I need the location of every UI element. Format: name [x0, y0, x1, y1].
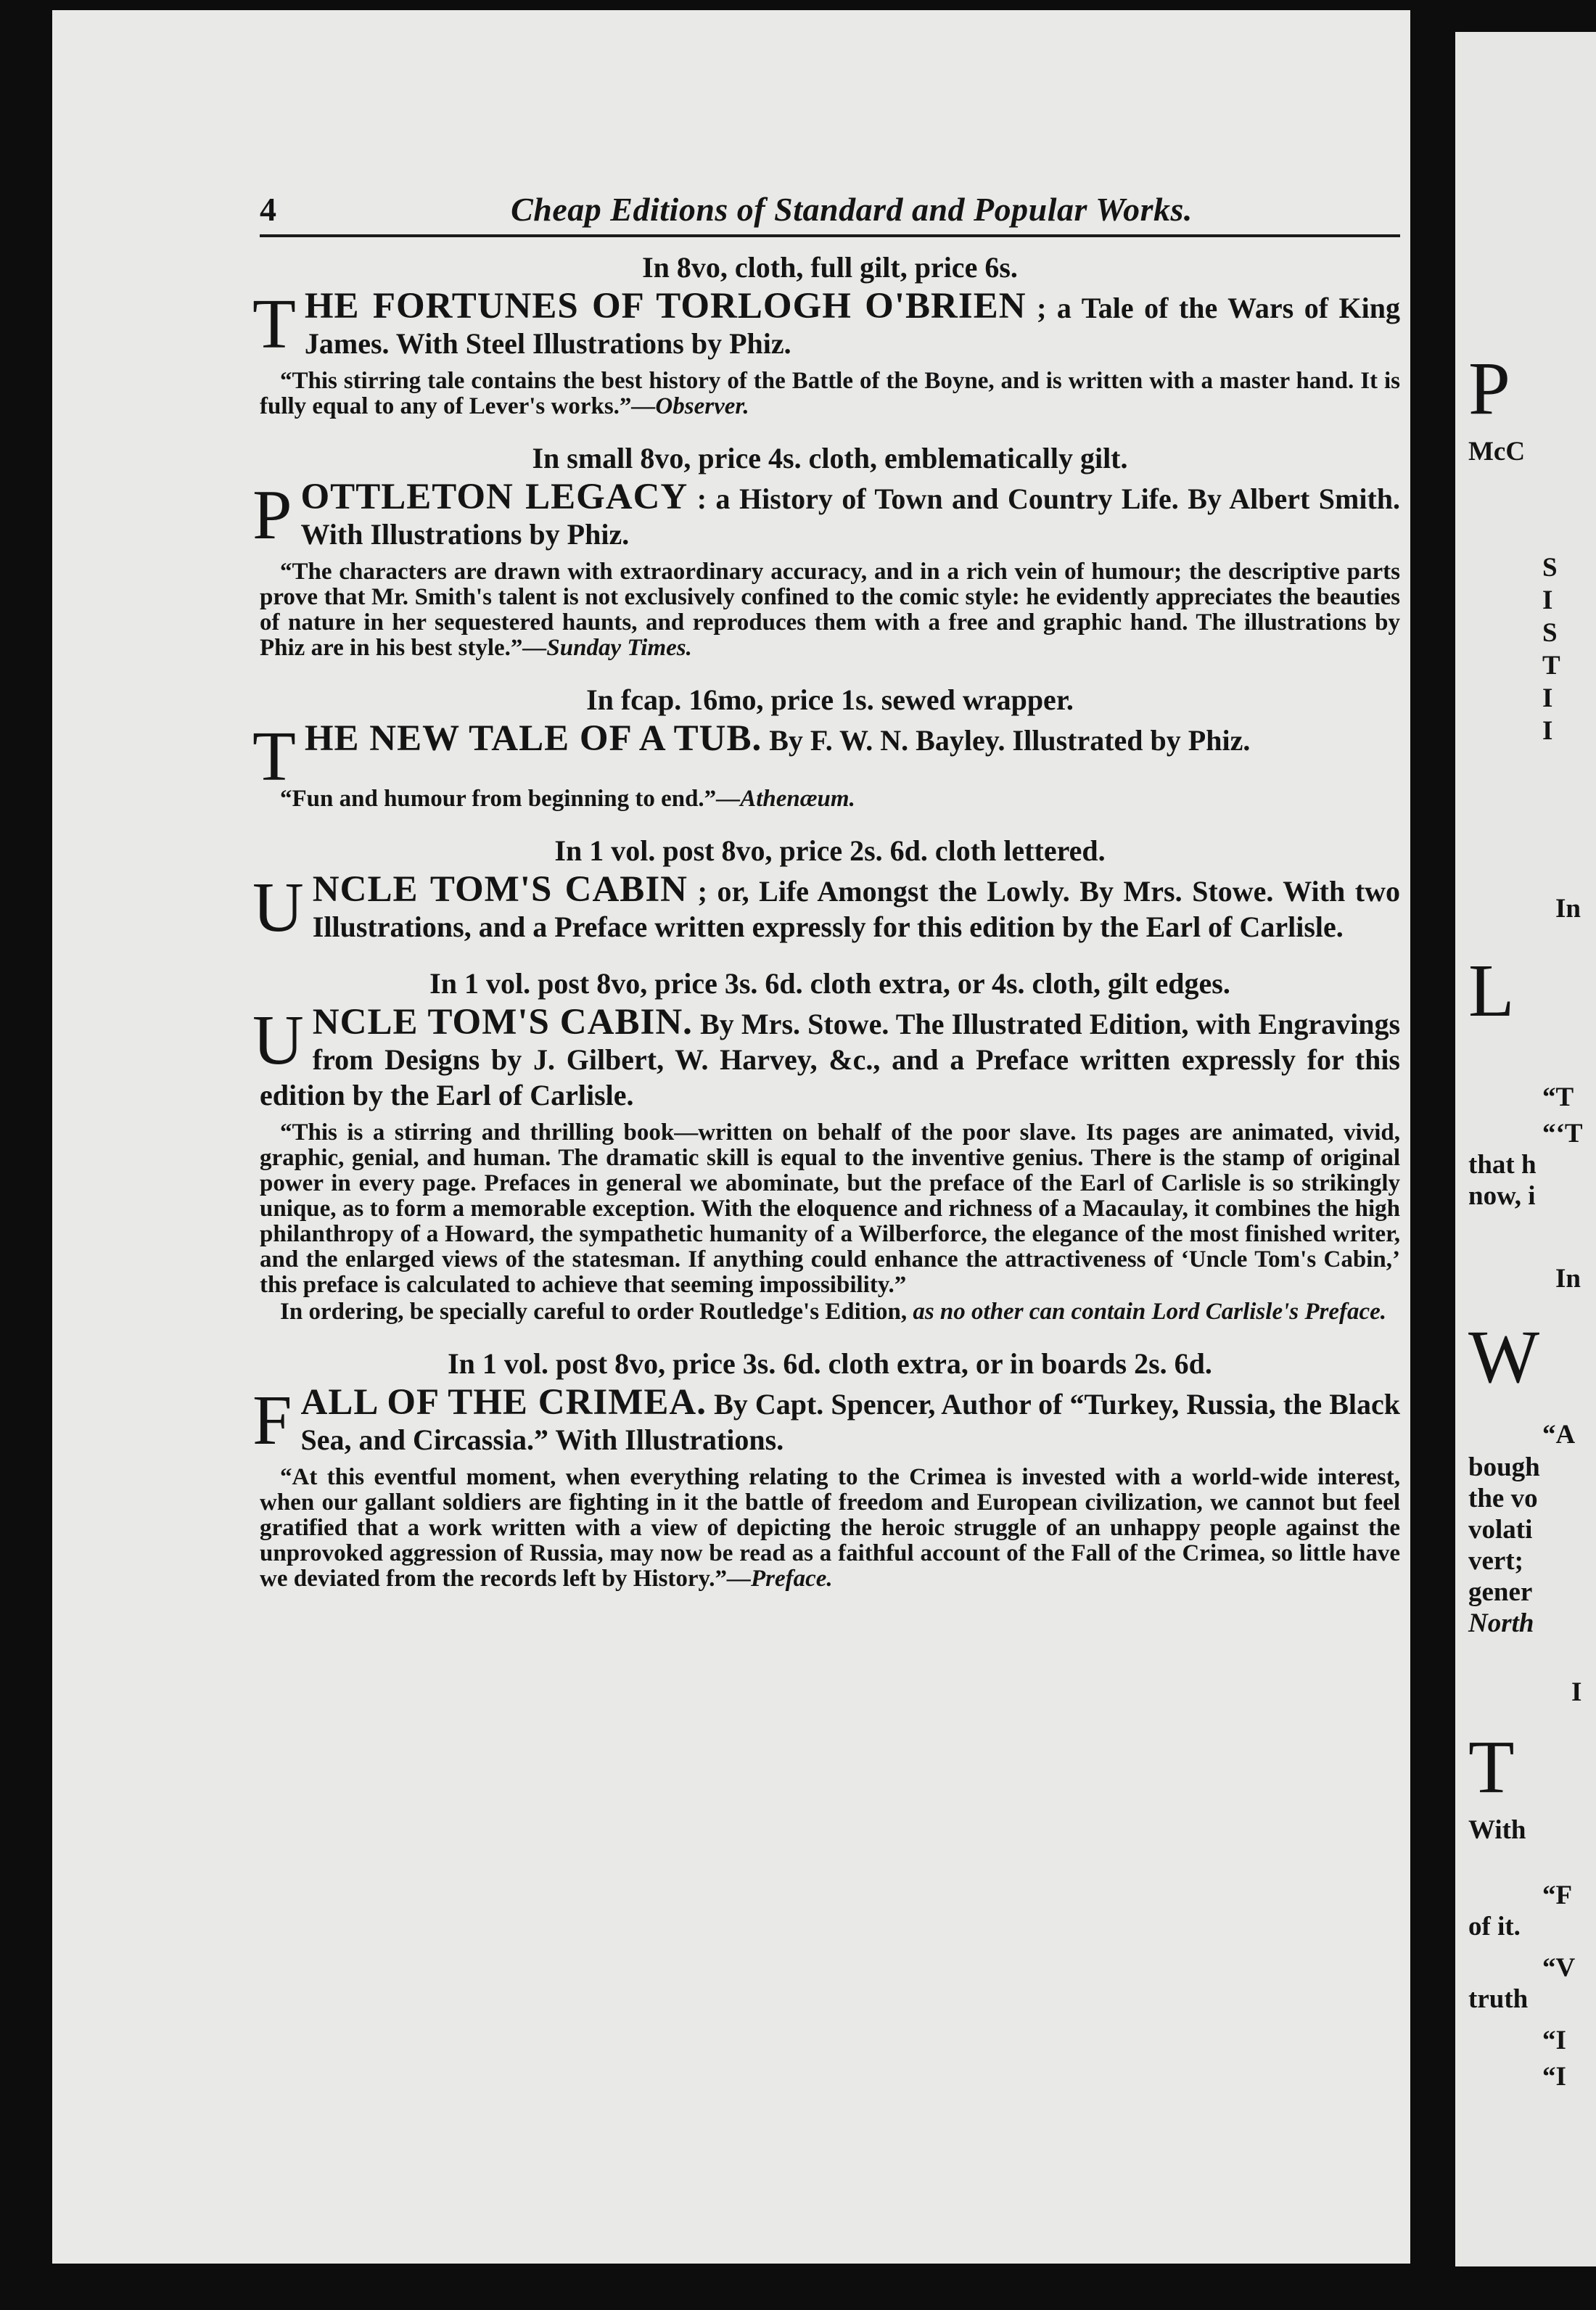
- title-block: [252, 1381, 1400, 1460]
- ordering-note-italic: as no other can contain Lord Carlisle's Preface.: [913, 1299, 1387, 1325]
- price-line: In 1 vol. post 8vo, price 3s. 6d. cloth extra, or in boards 2s. 6d.: [448, 1347, 1212, 1380]
- review-source: —Athenæum.: [716, 786, 855, 812]
- book-entry: [252, 250, 1401, 419]
- book-title: HE FORTUNES OF TORLOGH O'BRIEN: [304, 286, 1027, 326]
- review-quote: [260, 369, 1400, 419]
- drop-cap: U: [252, 1001, 304, 1080]
- review-text: “This stirring tale contains the best history of the Battle of the Boyne, and is written with a master hand. It is fully equal to any of Lever's works.”: [260, 368, 1400, 419]
- book-description: : a History of Town and Country Life. By Albert Smith. With Illustrations by Phiz.: [300, 482, 1401, 551]
- page-number: 4: [260, 191, 276, 228]
- book-entry: [252, 966, 1401, 1325]
- title-block: [252, 1001, 1401, 1113]
- price-line: In small 8vo, price 4s. cloth, emblematically gilt.: [532, 442, 1128, 474]
- price-line: In 1 vol. post 8vo, price 3s. 6d. cloth extra, or 4s. cloth, gilt edges.: [429, 967, 1230, 1000]
- book-title: HE NEW TALE OF A TUB.: [304, 718, 762, 759]
- book-description: By F. W. N. Bayley. Illustrated by Phiz.: [769, 724, 1251, 757]
- book-title: NCLE TOM'S CABIN.: [312, 1002, 693, 1043]
- drop-cap: T: [252, 718, 296, 796]
- review-text: “The characters are drawn with extraordinary accuracy, and in a rich vein of humour; the descriptive parts prove that Mr. Smith's talent is not exclusively confined to the comic style: he evidently appreciates the beauties of nature in her sequestered haunts, and reproduces them with a free and graphic hand. The illustrations by Phiz are in his best style.”: [260, 559, 1400, 661]
- running-title: Cheap Editions of Standard and Popular Works.: [511, 191, 1193, 228]
- book-entry: [252, 683, 1400, 812]
- fragment-text: North: [1468, 1608, 1534, 1638]
- fragment-text: “‘T: [1542, 1119, 1583, 1148]
- fragment-text: T: [1542, 651, 1560, 681]
- fragment-text: P: [1468, 347, 1510, 430]
- review-source: —Sunday Times.: [522, 635, 692, 661]
- review-text: “At this eventful moment, when everything relating to the Crimea is invested with a world-wide interest, when our gallant soldiers are fighting in it the battle of freedom and European civilization, we cannot but feel gratified that a work written with a view of depicting the heroic struggle of an unhappy people against the unprovoked aggression of Russia, may now be read as a faithful account of the Fall of the Crimea, so little have we deviated from the records left by History.”: [260, 1464, 1400, 1592]
- drop-cap: T: [252, 285, 296, 363]
- drop-cap: U: [252, 868, 304, 947]
- fragment-text: the vo: [1468, 1484, 1538, 1513]
- fragment-text: I: [1542, 683, 1553, 713]
- title-block: [252, 868, 1401, 947]
- fragment-text: “F: [1542, 1881, 1573, 1910]
- fragment-text: I: [1542, 585, 1553, 615]
- fragment-text: “I: [1542, 2026, 1566, 2055]
- review-text: “Fun and humour from beginning to end.”: [280, 786, 717, 812]
- fragment-text: In: [1555, 1264, 1581, 1294]
- book-title: ALL OF THE CRIMEA.: [300, 1382, 707, 1423]
- ordering-note: [260, 1299, 1400, 1325]
- drop-cap: F: [252, 1381, 292, 1460]
- book-entry: [252, 1347, 1400, 1592]
- review-source: —Preface.: [726, 1566, 833, 1592]
- fragment-text: of it.: [1468, 1912, 1521, 1941]
- adjacent-page-fragment: [1455, 32, 1596, 2266]
- fragment-text: vert;: [1468, 1546, 1523, 1576]
- book-description: By Capt. Spencer, Author of “Turkey, Russia, the Black Sea, and Circassia.” With Illustrations.: [300, 1388, 1400, 1456]
- fragment-text: bough: [1468, 1452, 1540, 1482]
- price-line: In 1 vol. post 8vo, price 2s. 6d. cloth lettered.: [554, 834, 1106, 867]
- fragment-text: W: [1468, 1315, 1540, 1399]
- book-description: ; a Tale of the Wars of King James. With Steel Illustrations by Phiz.: [304, 292, 1401, 360]
- ordering-note-text: In ordering, be specially careful to order Routledge's Edition,: [280, 1299, 908, 1325]
- fragment-text: volati: [1468, 1515, 1533, 1545]
- review-source: —Observer.: [631, 393, 749, 419]
- fragment-text: that h: [1468, 1150, 1537, 1180]
- fragment-text: With: [1468, 1815, 1526, 1845]
- page-content: [252, 190, 1401, 1614]
- book-description: ; or, Life Amongst the Lowly. By Mrs. Stowe. With two Illustrations, and a Preface written expressly for this edition by the Earl of Carlisle.: [312, 875, 1401, 943]
- fragment-text: “V: [1542, 1953, 1576, 1983]
- price-line: In 8vo, cloth, full gilt, price 6s.: [642, 251, 1018, 284]
- review-quote: [260, 1120, 1400, 1298]
- fragment-text: L: [1468, 949, 1515, 1032]
- review-text: “This is a stirring and thrilling book—written on behalf of the poor slave. Its pages are animated, vivid, graphic, genial, and human. The dramatic skill is equal to the inventive genius. There is the stamp of original power in every page. Prefaces in general we abominate, but the preface of the Earl of Carlisle is so strikingly unique, as to form a memorable exception. With the eloquence and richness of a Macaulay, it combines the high philanthropy of a Howard, the sympathetic humanity of a Wilberforce, the elegance of the most finished writer, and the enlarged views of the statesman. If anything could enhance the attractiveness of ‘Uncle Tom's Cabin,’ this preface is calculated to achieve that seeming impossibility.”: [260, 1119, 1400, 1298]
- page: [52, 10, 1410, 2264]
- book-title: OTTLETON LEGACY: [300, 477, 688, 517]
- title-block: [252, 718, 1400, 796]
- review-quote: [260, 559, 1400, 661]
- book-title: NCLE TOM'S CABIN: [312, 869, 688, 910]
- running-header: [260, 190, 1400, 237]
- fragment-text: S: [1542, 553, 1558, 583]
- book-entry: [252, 834, 1401, 947]
- review-quote: [260, 1465, 1400, 1592]
- fragment-text: I: [1571, 1677, 1582, 1707]
- fragment-text: S: [1542, 618, 1558, 648]
- fragment-text: now, i: [1468, 1181, 1536, 1211]
- fragment-text: In: [1555, 894, 1581, 924]
- book-entry: [252, 441, 1401, 661]
- title-block: [252, 476, 1401, 554]
- fragment-text: T: [1468, 1725, 1515, 1809]
- fragment-text: I: [1542, 716, 1553, 746]
- price-line: In fcap. 16mo, price 1s. sewed wrapper.: [586, 683, 1074, 716]
- fragment-text: “T: [1542, 1082, 1574, 1112]
- drop-cap: P: [252, 476, 292, 554]
- fragment-text: “A: [1542, 1420, 1576, 1450]
- fragment-text: “I: [1542, 2062, 1566, 2092]
- title-block: [252, 285, 1401, 363]
- fragment-text: truth: [1468, 1984, 1529, 2014]
- book-description: By Mrs. Stowe. The Illustrated Edition, with Engravings from Designs by J. Gilbert, W. Harvey, &c., and a Preface written expressly for this edition by the Earl of Carlisle.: [260, 1008, 1401, 1111]
- fragment-text: gener: [1468, 1577, 1533, 1607]
- fragment-text: McC: [1468, 437, 1526, 466]
- review-quote: [260, 786, 1400, 812]
